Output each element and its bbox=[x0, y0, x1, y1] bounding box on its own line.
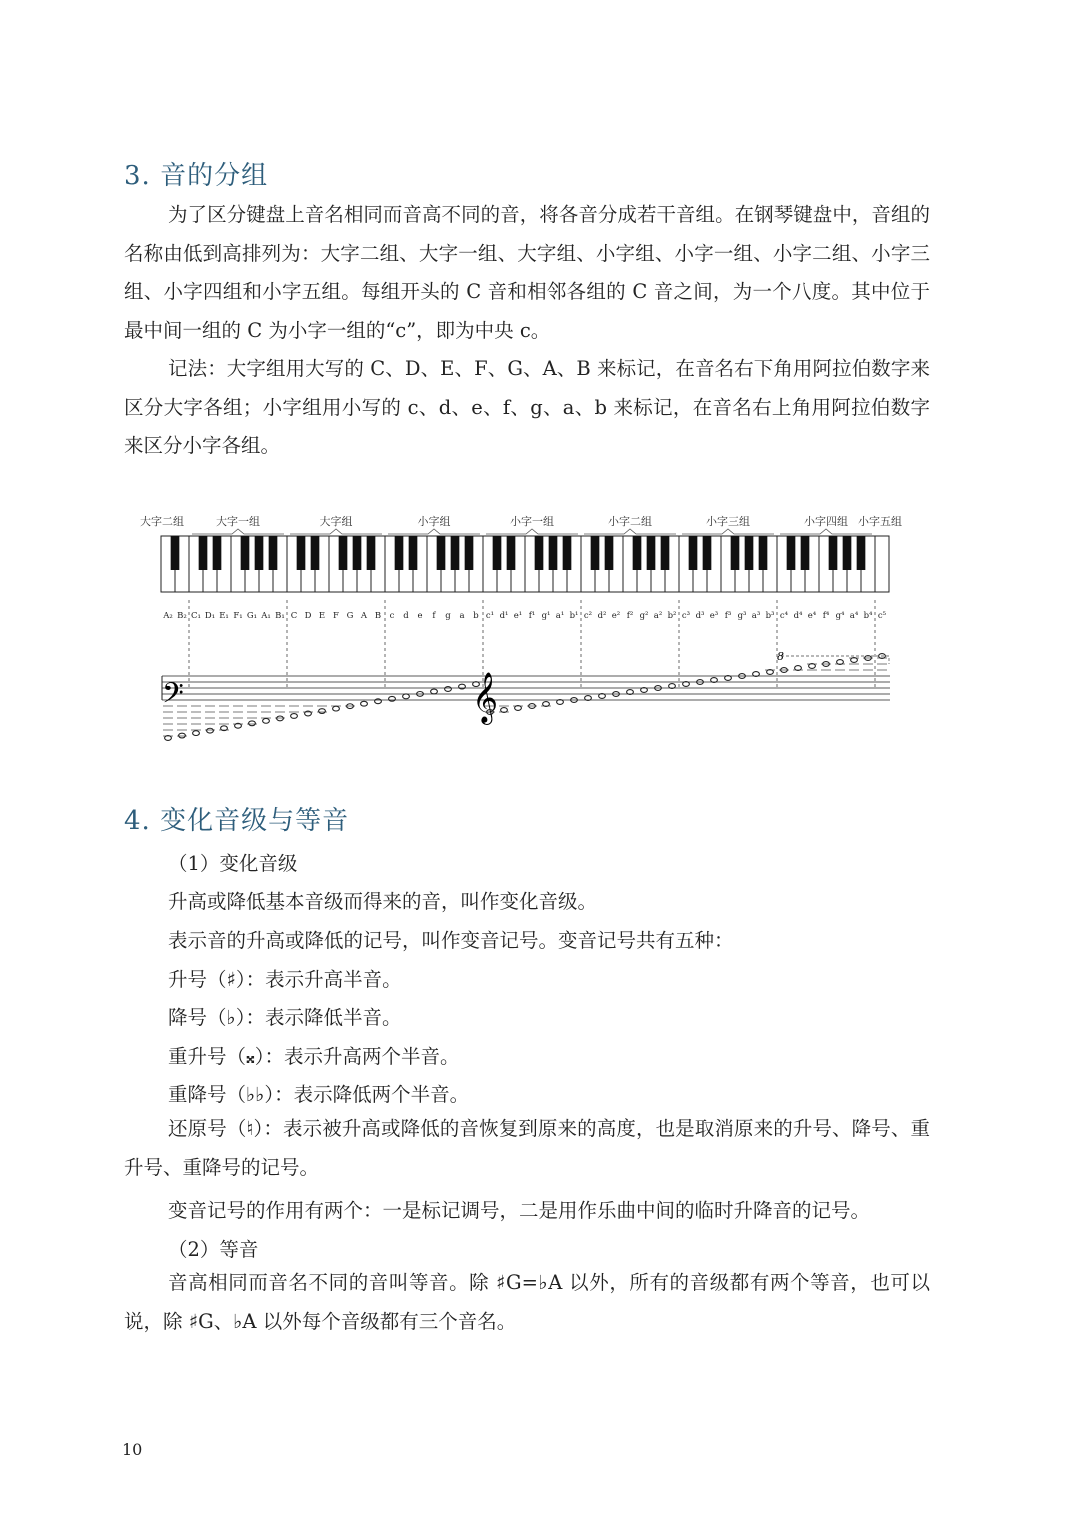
group-brackets bbox=[192, 529, 872, 534]
black-key bbox=[759, 536, 768, 570]
black-key bbox=[311, 536, 320, 570]
black-key bbox=[535, 536, 544, 570]
black-key bbox=[745, 536, 754, 570]
black-key bbox=[591, 536, 600, 570]
note-name-label: b bbox=[473, 611, 479, 621]
white-key bbox=[875, 536, 889, 592]
note-name-label: B₂ bbox=[177, 611, 187, 621]
note-name-label: e² bbox=[611, 611, 621, 621]
whole-note bbox=[837, 660, 844, 665]
note-name-label: g¹ bbox=[541, 611, 551, 621]
note-name-label: D₁ bbox=[204, 611, 216, 621]
whole-note bbox=[515, 706, 522, 711]
whole-note bbox=[851, 658, 858, 663]
note-name-label: g³ bbox=[737, 611, 747, 621]
note-name-label: f¹ bbox=[528, 611, 536, 621]
black-key bbox=[409, 536, 418, 570]
text-enharmonic: 音高相同而音名不同的音叫等音。除 ♯G=♭A 以外，所有的音级都有两个等音，也可以说，除 ♯G、♭A 以外每个音级都有三个音名。 bbox=[124, 1271, 930, 1333]
note-name-label: c⁵ bbox=[877, 611, 887, 621]
note-name-label: F bbox=[333, 611, 339, 621]
whole-note bbox=[543, 702, 550, 707]
group-label: 小字一组 bbox=[510, 515, 554, 528]
whole-note bbox=[333, 706, 340, 711]
group-label: 大字一组 bbox=[216, 515, 260, 528]
text-line-sharp: 升号（♯）：表示升高半音。 bbox=[168, 968, 402, 991]
note-name-label: a³ bbox=[751, 611, 761, 621]
note-name-label: C bbox=[290, 611, 298, 621]
note-name-label: d bbox=[403, 611, 409, 621]
black-key bbox=[843, 536, 852, 570]
black-key bbox=[703, 536, 712, 570]
group-label: 小字四组 bbox=[804, 515, 848, 528]
black-key bbox=[437, 536, 446, 570]
note-name-label: B bbox=[374, 611, 382, 621]
group-label: 大字二组 bbox=[140, 515, 184, 528]
bass-clef-icon: 𝄢 bbox=[162, 677, 184, 717]
note-name-label: a² bbox=[653, 611, 663, 621]
note-name-label: e³ bbox=[709, 611, 719, 621]
whole-note bbox=[501, 708, 508, 713]
group-label: 小字三组 bbox=[706, 515, 750, 528]
note-name-label: F₁ bbox=[233, 611, 243, 621]
grand-staff bbox=[162, 676, 890, 700]
octave-bracket bbox=[781, 656, 889, 664]
black-key bbox=[241, 536, 250, 570]
subheading-accidentals: （1）变化音级 bbox=[168, 852, 298, 875]
black-key bbox=[563, 536, 572, 570]
whole-note bbox=[207, 728, 214, 733]
whole-note bbox=[809, 664, 816, 669]
page-number: 10 bbox=[122, 1440, 143, 1459]
note-name-label: c bbox=[389, 611, 395, 621]
note-name-label: G₁ bbox=[246, 611, 258, 621]
section-3-paragraph-1: 为了区分键盘上音名相同而音高不同的音，将各音分成若干音组。在钢琴键盘中，音组的名称由低到高排列为：大字二组、大字一组、大字组、小字组、小字一组、小字二组、小字三组、小字四组和小字五组。每组开头的 C 音和相邻各组的 C 音之间，为一个八度。其中位于最中间一组的 C 为小字一组的“c”，即为中央 c。 bbox=[124, 203, 930, 342]
black-key bbox=[549, 536, 558, 570]
staff-notes bbox=[163, 654, 889, 741]
note-name-label: f² bbox=[626, 611, 634, 621]
black-key bbox=[269, 536, 278, 570]
group-label: 小字二组 bbox=[608, 515, 652, 528]
group-bracket bbox=[682, 529, 774, 534]
note-name-label: g² bbox=[639, 611, 649, 621]
group-label: 小字组 bbox=[417, 515, 451, 528]
group-bracket bbox=[780, 529, 872, 534]
black-key bbox=[829, 536, 838, 570]
black-key bbox=[787, 536, 796, 570]
black-key bbox=[465, 536, 474, 570]
text-line: 变音记号的作用有两个：一是标记调号，二是用作乐曲中间的临时升降音的记号。 bbox=[168, 1199, 871, 1222]
black-key bbox=[661, 536, 670, 570]
note-name-label: A₂ bbox=[163, 611, 173, 621]
whole-note bbox=[375, 699, 382, 704]
black-key bbox=[353, 536, 362, 570]
section-4-title: 4. 变化音级与等音 bbox=[124, 806, 350, 836]
black-key bbox=[605, 536, 614, 570]
black-key bbox=[451, 536, 460, 570]
black-key bbox=[213, 536, 222, 570]
note-name-label: c² bbox=[583, 611, 593, 621]
note-name-label: e¹ bbox=[513, 611, 523, 621]
note-name-label: f⁴ bbox=[822, 611, 830, 621]
black-key bbox=[339, 536, 348, 570]
group-label: 大字组 bbox=[319, 515, 353, 528]
whole-note bbox=[445, 687, 452, 692]
text-line-flat: 降号（♭）：表示降低半音。 bbox=[168, 1006, 402, 1029]
black-key bbox=[255, 536, 264, 570]
black-key bbox=[367, 536, 376, 570]
group-bracket bbox=[486, 529, 578, 534]
text-line: 表示音的升高或降低的记号，叫作变音记号。变音记号共有五种： bbox=[168, 929, 734, 952]
note-name-label: f³ bbox=[724, 611, 732, 621]
subheading-enharmonic: （2）等音 bbox=[168, 1238, 259, 1261]
note-name-label: g bbox=[445, 611, 451, 621]
note-name-label: b² bbox=[667, 611, 677, 621]
group-labels bbox=[140, 514, 902, 528]
whole-note bbox=[179, 733, 186, 738]
note-name-label: g⁴ bbox=[835, 611, 845, 621]
note-name-label: A bbox=[360, 611, 368, 621]
group-bracket bbox=[290, 529, 382, 534]
note-name-label: B₁ bbox=[275, 611, 285, 621]
black-key bbox=[801, 536, 810, 570]
text-line-double-sharp: 重升号（𝄪）：表示升高两个半音。 bbox=[168, 1045, 460, 1068]
note-name-label: D bbox=[304, 611, 312, 621]
note-name-label: a¹ bbox=[555, 611, 565, 621]
whole-note bbox=[403, 694, 410, 699]
note-name-label: e⁴ bbox=[807, 611, 817, 621]
whole-note bbox=[249, 721, 256, 726]
whole-note bbox=[795, 666, 802, 671]
black-key bbox=[395, 536, 404, 570]
note-name-label: f bbox=[432, 611, 436, 621]
note-name-label: c⁴ bbox=[779, 611, 789, 621]
group-bracket bbox=[192, 529, 284, 534]
black-key bbox=[199, 536, 208, 570]
treble-clef-icon: 𝄞 bbox=[472, 672, 499, 723]
note-name-label: A₁ bbox=[261, 611, 271, 621]
octave-mark: 8 bbox=[777, 650, 784, 663]
note-name-row bbox=[162, 611, 886, 621]
whole-note bbox=[291, 714, 298, 719]
black-key bbox=[493, 536, 502, 570]
note-name-label: E₁ bbox=[219, 611, 229, 621]
note-name-label: a⁴ bbox=[849, 611, 859, 621]
black-key bbox=[171, 536, 180, 570]
whole-note bbox=[319, 709, 326, 714]
black-key bbox=[633, 536, 642, 570]
black-key bbox=[507, 536, 516, 570]
text-line: 升高或降低基本音级而得来的音，叫作变化音级。 bbox=[168, 890, 598, 913]
note-name-label: d³ bbox=[695, 611, 705, 621]
note-name-label: d⁴ bbox=[793, 611, 803, 621]
note-name-label: c¹ bbox=[485, 611, 495, 621]
group-bracket bbox=[388, 529, 480, 534]
section-3-title: 3. 音的分组 bbox=[124, 161, 269, 191]
black-key bbox=[857, 536, 866, 570]
note-name-label: b¹ bbox=[569, 611, 579, 621]
black-key bbox=[297, 536, 306, 570]
black-key bbox=[647, 536, 656, 570]
note-name-label: d² bbox=[597, 611, 607, 621]
note-name-label: d¹ bbox=[499, 611, 509, 621]
whole-note bbox=[389, 696, 396, 701]
note-name-label: C₁ bbox=[191, 611, 201, 621]
note-name-label: G bbox=[346, 611, 354, 621]
black-key bbox=[731, 536, 740, 570]
piano-keyboard bbox=[161, 536, 889, 592]
text-line-double-flat: 重降号（♭♭）：表示降低两个半音。 bbox=[168, 1083, 470, 1106]
whole-note bbox=[263, 718, 270, 723]
note-name-label: e bbox=[417, 611, 423, 621]
note-name-label: b³ bbox=[765, 611, 775, 621]
group-bracket bbox=[584, 529, 676, 534]
whole-note bbox=[431, 689, 438, 694]
note-name-label: E bbox=[318, 611, 326, 621]
note-name-label: c³ bbox=[681, 611, 691, 621]
whole-note bbox=[361, 701, 368, 706]
group-label: 小字五组 bbox=[858, 515, 902, 528]
whole-note bbox=[767, 670, 774, 675]
note-name-label: a bbox=[459, 611, 465, 621]
whole-note bbox=[165, 736, 172, 741]
whole-note bbox=[193, 731, 200, 736]
whole-note bbox=[277, 716, 284, 721]
section-3-paragraph-2: 记法：大字组用大写的 C、D、E、F、G、A、B 来标记，在音名右下角用阿拉伯数字来区分大字各组；小字组用小写的 c、d、e、f、g、a、b 来标记，在音名右上角用阿拉伯数字来区分小字各组。 bbox=[124, 357, 930, 457]
note-name-label: b⁴ bbox=[863, 611, 873, 621]
black-key bbox=[689, 536, 698, 570]
text-line-natural: 还原号（♮）：表示被升高或降低的音恢复到原来的高度，也是取消原来的升号、降号、重升号、重降号的记号。 bbox=[124, 1117, 930, 1179]
